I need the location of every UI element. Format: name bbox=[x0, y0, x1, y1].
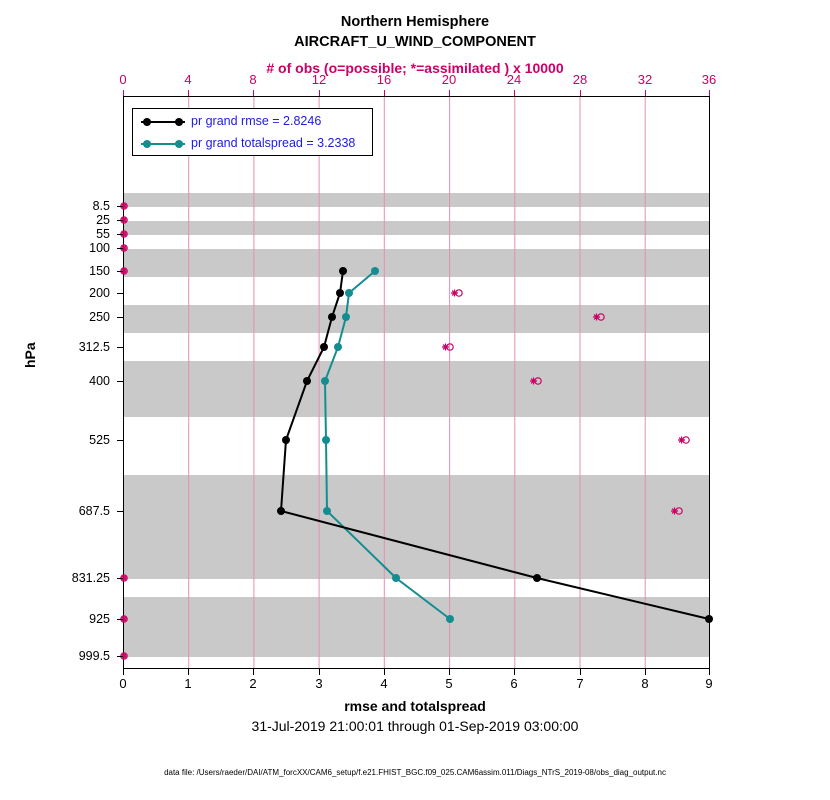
x-tick bbox=[319, 669, 320, 675]
obs-tick bbox=[188, 90, 189, 96]
obs-tick-label: 32 bbox=[637, 72, 653, 87]
y-tick bbox=[117, 381, 123, 382]
x-tick-label: 9 bbox=[705, 676, 713, 691]
x-tick bbox=[123, 669, 124, 675]
obs-tick bbox=[449, 90, 450, 96]
legend-label-rmse: pr grand rmse = 2.8246 bbox=[191, 114, 322, 128]
y-tick bbox=[117, 347, 123, 348]
x-tick-label: 0 bbox=[119, 676, 127, 691]
y-tick bbox=[117, 293, 123, 294]
y-tick-label: 525 bbox=[89, 433, 110, 447]
legend-item-totalspread bbox=[133, 132, 372, 156]
obs-tick-label: 20 bbox=[441, 72, 457, 87]
x-tick bbox=[384, 669, 385, 675]
y-tick bbox=[117, 248, 123, 249]
x-tick bbox=[253, 669, 254, 675]
y-tick-label: 250 bbox=[89, 310, 110, 324]
legend bbox=[132, 108, 373, 156]
x-tick-label: 2 bbox=[249, 676, 257, 691]
y-tick-label: 150 bbox=[89, 264, 110, 278]
y-axis-title: hPa bbox=[22, 342, 38, 368]
y-tick-label: 687.5 bbox=[78, 504, 110, 518]
obs-tick-label: 36 bbox=[701, 72, 717, 87]
obs-tick bbox=[514, 90, 515, 96]
y-tick bbox=[117, 317, 123, 318]
obs-tick bbox=[384, 90, 385, 96]
x-tick-label: 4 bbox=[380, 676, 388, 691]
y-tick bbox=[117, 578, 123, 579]
x-axis-title: rmse and totalspread bbox=[344, 698, 486, 714]
y-tick-label: 400 bbox=[89, 374, 110, 388]
obs-tick-label: 4 bbox=[184, 72, 192, 87]
y-tick-label: 312.5 bbox=[78, 340, 110, 354]
plot-area bbox=[123, 96, 710, 669]
x-tick bbox=[580, 669, 581, 675]
x-tick bbox=[188, 669, 189, 675]
obs-tick bbox=[709, 90, 710, 96]
chart-title bbox=[0, 12, 830, 52]
y-tick-label: 25 bbox=[96, 213, 110, 227]
band-row bbox=[124, 193, 709, 207]
y-tick bbox=[117, 234, 123, 235]
x-tick-label: 8 bbox=[641, 676, 649, 691]
obs-tick-label: 16 bbox=[376, 72, 392, 87]
x-tick-label: 1 bbox=[184, 676, 192, 691]
title-line-1: Northern Hemisphere bbox=[340, 14, 490, 30]
band-row bbox=[124, 249, 709, 277]
obs-tick bbox=[319, 90, 320, 96]
y-tick-label: 999.5 bbox=[78, 649, 110, 663]
obs-tick bbox=[123, 90, 124, 96]
y-tick-label: 925 bbox=[89, 612, 110, 626]
legend-marker-totalspread bbox=[143, 140, 151, 148]
band-row bbox=[124, 305, 709, 333]
obs-tick-label: 28 bbox=[572, 72, 588, 87]
x-tick-label: 3 bbox=[315, 676, 323, 691]
y-tick bbox=[117, 206, 123, 207]
y-tick bbox=[117, 511, 123, 512]
legend-marker-rmse bbox=[143, 118, 151, 126]
band-row bbox=[124, 475, 709, 579]
data-file-path: data file: /Users/raeder/DAI/ATM_forcXX/CAM6_setup/f.e21.FHIST_BGC.f09_025.CAM6assim.011/Diags_NTrS_2019-08/obs_diag_output.nc bbox=[164, 768, 666, 777]
y-tick bbox=[117, 440, 123, 441]
band-row bbox=[124, 361, 709, 417]
obs-axis-label: # of obs (o=possible; *=assimilated ) x 10000 bbox=[266, 60, 564, 76]
x-tick bbox=[645, 669, 646, 675]
obs-tick-label: 0 bbox=[119, 72, 127, 87]
x-tick-label: 6 bbox=[510, 676, 518, 691]
obs-tick bbox=[645, 90, 646, 96]
x-tick-label: 7 bbox=[576, 676, 584, 691]
legend-marker-rmse bbox=[175, 118, 183, 126]
y-tick bbox=[117, 220, 123, 221]
legend-label-totalspread: pr grand totalspread = 3.2338 bbox=[191, 136, 356, 150]
x-tick-label: 5 bbox=[445, 676, 453, 691]
obs-tick-label: 24 bbox=[506, 72, 522, 87]
title-line-2: AIRCRAFT_U_WIND_COMPONENT bbox=[294, 34, 536, 50]
y-tick-label: 100 bbox=[89, 241, 110, 255]
x-tick bbox=[709, 669, 710, 675]
x-tick bbox=[514, 669, 515, 675]
legend-item-rmse bbox=[133, 110, 372, 134]
y-tick-label: 831.25 bbox=[71, 571, 110, 585]
obs-tick bbox=[253, 90, 254, 96]
y-tick bbox=[117, 619, 123, 620]
obs-tick-label: 12 bbox=[311, 72, 327, 87]
y-tick bbox=[117, 271, 123, 272]
y-tick-label: 55 bbox=[96, 227, 110, 241]
y-tick bbox=[117, 656, 123, 657]
obs-tick-label: 8 bbox=[249, 72, 257, 87]
y-tick-label: 200 bbox=[89, 286, 110, 300]
band-row bbox=[124, 221, 709, 235]
x-tick bbox=[449, 669, 450, 675]
obs-tick bbox=[580, 90, 581, 96]
y-tick-label: 8.5 bbox=[92, 199, 110, 213]
date-range: 31-Jul-2019 21:00:01 through 01-Sep-2019 03:00:00 bbox=[251, 718, 579, 734]
band-row bbox=[124, 597, 709, 657]
legend-marker-totalspread bbox=[175, 140, 183, 148]
